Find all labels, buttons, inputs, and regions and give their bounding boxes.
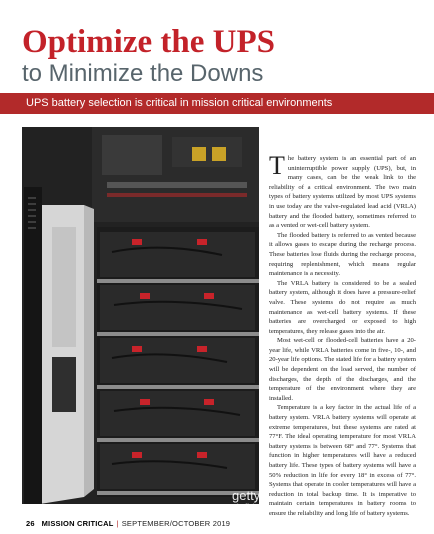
article-paragraph [269,151,416,231]
photo-credit: Rbuffalophoto [232,504,276,511]
photo-watermark: gettyimages [232,488,303,503]
paragraph-text: he battery system is an essential part of an uninterruptible power supply (UPS), but, in many cases, can be the weak link to the reliability of a critical environment. The two main types of battery systems utilized by most UPS systems in use today are the valve-regulated lead acid (VRLA) battery and the flooded battery, sometimes referred to as a vented or wet-cell battery system. [269,155,416,230]
issue-date: SEPTEMBER/OCTOBER 2019 [121,519,231,528]
article-paragraph: Most wet-cell or flooded-cell batteries have a 20-year life, while VRLA batteries come in five-, 10-, and 20-year life options. The stated life for a battery system will be dependent on the load served, the number of discharges, the depth of the discharges, and the temperature of the environment where they are installed. [269,337,416,402]
deck-text: UPS battery selection is critical in mission critical environments [26,97,333,109]
magazine-name: MISSION CRITICAL [41,519,114,528]
headline: Optimize the UPS [22,24,275,60]
drop-cap: T [269,151,285,180]
deck-banner [0,93,434,114]
article-body [269,151,416,519]
article-paragraph: Temperature is a key factor in the actual life of a battery system. VRLA battery systems will operate at extreme temperatures, but these systems are rated at 77°F. The ideal operating temperature for most VRLA battery systems is between 68° and 77°. Systems that function in higher temperatures will have a reduced battery life. These types of battery systems will have a 50% reduction in life for every 18° in excess of 77°. Systems that operate in cooler temperatures will have a reduction in total backup time. It is imperative to maintain certain temperatures in battery rooms to ensure the reliability and long life of battery systems. [269,404,416,517]
page-number: 26 [26,519,35,528]
subheadline: to Minimize the Downs [22,60,264,87]
cabinet-illustration [22,127,259,504]
page-footer [26,519,230,528]
ups-battery-cabinet-photo [22,127,303,511]
article-paragraph: The flooded battery is referred to as vented because it allows gases to escape during the recharge process. These batteries lose fluids during the recharge process, requiring replenishment, which means regular maintenance is a necessity. [269,231,416,278]
footer-separator: | [116,519,119,528]
article-paragraph: The VRLA battery is considered to be a sealed battery system, although it does have a pressure-relief valve. These systems do not require as much maintenance as wet-cell battery systems. If these batteries are overcharged or exposed to high temperatures, they release gases into the air. [269,279,416,335]
